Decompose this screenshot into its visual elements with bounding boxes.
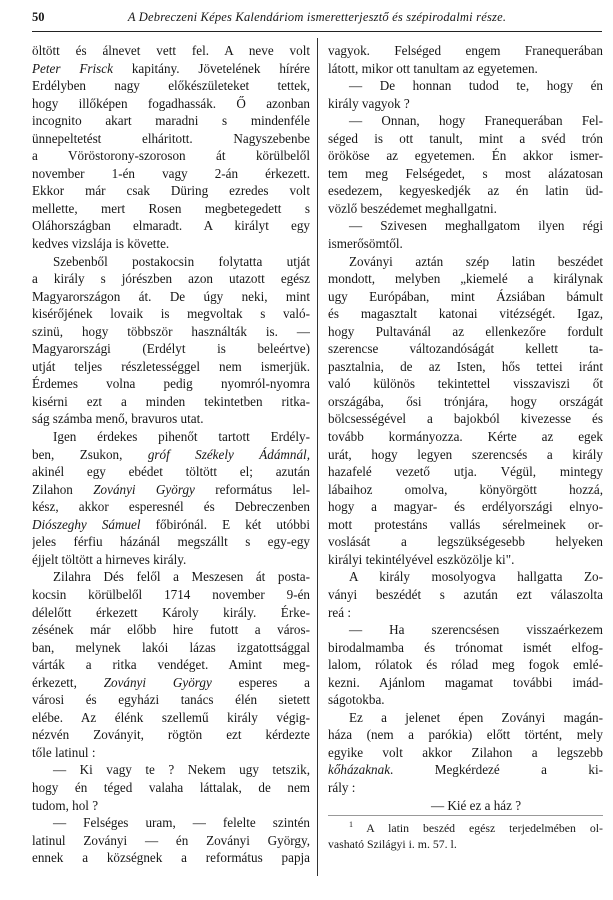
text-span: látott, mikor ott tanultam az egyetemen. — [328, 60, 538, 76]
text-span: ünnepeltetést elháritott. Nagyszebenbe — [32, 130, 310, 146]
text-span: kisérőjének lovaik is megvoltak s való- — [32, 306, 310, 322]
text-span: tudom, hol ? — [32, 797, 99, 813]
text-line — [32, 182, 310, 200]
column-divider — [317, 38, 318, 876]
text-span: Ekkor már csak Düring ezredes volt — [32, 183, 310, 199]
right-column — [328, 42, 603, 814]
text-line — [328, 305, 603, 323]
text-span: birodalmamba és trónomat ismét elfog- — [328, 639, 603, 655]
text-span: vagyok. Felséged engem Franequerában — [328, 43, 603, 58]
text-span: a Vöröstorony-szoroson át körülbelől — [32, 148, 310, 164]
text-line — [328, 568, 603, 586]
text-line — [32, 200, 310, 218]
text-line — [328, 410, 603, 428]
text-span: Érdemes volna pedig nyomról-nyomra — [32, 376, 310, 392]
text-line — [32, 498, 310, 516]
text-span: hazafelé vezető utja. Végül, mintegy — [328, 464, 603, 480]
text-line — [32, 849, 310, 867]
text-line — [328, 604, 603, 622]
text-line — [32, 726, 310, 744]
text-line — [32, 551, 310, 569]
italic-span: Zoványi György — [103, 674, 212, 690]
text-span: mellette, mert Rosen megbetegedett s — [32, 200, 310, 216]
text-span: hogy Pultavánál az ellenkezőre fordult — [328, 323, 603, 339]
italic-span: Zoványi György — [93, 481, 195, 497]
text-span: király vagyok ? — [328, 95, 410, 111]
text-line — [32, 288, 310, 306]
text-line — [328, 463, 603, 481]
text-span: és magasztalt katonai vitézségét. Igaz, — [328, 306, 603, 322]
text-span: — Szivesen meghallgatom ilyen régi — [349, 218, 603, 234]
text-span: szerencse változandóságát kellett ta- — [328, 341, 603, 357]
italic-span: Diószeghy Sámuel — [32, 516, 141, 532]
text-line — [32, 691, 310, 709]
text-line — [32, 586, 310, 604]
text-span: éjjelt töltött a hirneves király. — [32, 551, 187, 567]
text-span: Zoványi aztán szép latin beszédet — [349, 253, 603, 269]
text-span: incognito akart maradni s mindenféle — [32, 113, 310, 129]
text-span: egyike volt akkor Zilahon a legszebb — [328, 744, 603, 760]
text-span: urát, hogy legyen szerencsés a király — [328, 446, 603, 462]
text-span: pasztalnia, de az Isten, hős tettei iránt — [328, 358, 603, 374]
text-line — [328, 533, 603, 551]
text-span: akinél egy ebédet töltött el; azután — [32, 464, 310, 480]
text-span: ugy Európában, mint Ázsiában bámult — [328, 288, 603, 304]
text-span: ványi beszédét s azután ezt válaszolta — [328, 586, 603, 602]
page-header — [32, 9, 602, 29]
text-line — [32, 77, 310, 95]
text-span: a király s jórészben azon utazott egész — [32, 271, 310, 287]
text-span: lábaihoz omolva, könyörgött hozzá, — [328, 481, 603, 497]
text-line — [328, 112, 603, 130]
text-line — [32, 42, 310, 60]
text-line — [328, 446, 603, 464]
text-line — [328, 709, 603, 727]
footnote-rule — [328, 815, 603, 816]
text-span: — Ki vagy te ? Nekem ugy tetszik, — [53, 762, 310, 778]
left-column — [32, 42, 310, 867]
text-span: voslását a legszükségesebb helyeken — [328, 534, 603, 550]
text-line — [32, 410, 310, 428]
text-span: kész, akkor esperesnél és Debreczenben — [32, 499, 310, 515]
text-line — [32, 656, 310, 674]
text-span: ismerősömtől. — [328, 236, 403, 252]
text-line — [32, 270, 310, 288]
text-span: — Ha szerencsésen visszaérkezem — [349, 622, 603, 638]
text-line — [32, 639, 310, 657]
text-span: A király mosolyogva hallgatta Zo- — [349, 569, 603, 585]
text-span: Magyarországon át. De úgy neki, mint — [32, 288, 310, 304]
text-line — [328, 42, 603, 60]
text-line — [32, 621, 310, 639]
text-span: Erdélyben nagy előkészületeket tettek, — [32, 78, 310, 94]
text-line — [32, 147, 310, 165]
text-line — [328, 288, 603, 306]
text-line — [328, 726, 603, 744]
text-span: reá : — [328, 604, 351, 620]
text-line — [328, 130, 603, 148]
text-span: zésének már előbb hire futott a város- — [32, 622, 310, 638]
italic-span: kőházaknak — [328, 762, 391, 778]
text-span: esedezem, kegyeskedjék az én latin üd- — [328, 183, 603, 199]
text-line — [32, 305, 310, 323]
text-span: Ez a jelenet épen Zoványi magán- — [349, 709, 603, 725]
text-span: hogy én téged valaha láttalak, de nem — [32, 779, 310, 795]
text-span: vözlő beszédemet meghallgatni. — [328, 200, 497, 216]
text-span: tem meg Felségedet, s most alázatosan — [328, 165, 603, 181]
text-span: ben, Zsukon, — [32, 446, 148, 462]
text-line — [328, 393, 603, 411]
text-line — [32, 165, 310, 183]
text-span: tovább kormányozza. Kérte az egek — [328, 429, 603, 445]
italic-span: gróf Székely Ádámnál, — [147, 446, 310, 462]
text-line — [328, 165, 603, 183]
text-span: rály : — [328, 779, 356, 795]
text-line — [328, 498, 603, 516]
text-line — [32, 674, 310, 692]
text-line — [32, 814, 310, 832]
text-span: országába, ősi trónjára, hogy országát — [328, 393, 603, 409]
text-line — [32, 446, 310, 464]
text-span: — De honnan tudod te, hogy én — [349, 78, 603, 94]
footnote — [328, 820, 603, 852]
text-span: ban, melynek lakói lázas izgatottsággal — [32, 639, 310, 655]
text-line — [32, 481, 310, 499]
page-number: 50 — [32, 10, 45, 24]
text-line — [32, 797, 310, 815]
text-span: utját teljes részletességgel nem ismerjük. — [32, 358, 310, 374]
text-span: kezni. Ajánlom magamat további imád- — [328, 674, 603, 690]
text-span: hogy illőképen fogadhassák. Ő azonban — [32, 95, 310, 111]
text-span: kisérni ezt a minden tekintetben ritka- — [32, 393, 310, 409]
text-line — [328, 639, 603, 657]
text-span: bölcsességével a bajokból kivezesse és — [328, 411, 603, 427]
text-span: főbirónál. E két utóbbi — [140, 516, 310, 532]
text-line — [328, 551, 603, 569]
text-span: jeles férfiu házánál megszállt s egy-egy — [32, 534, 310, 550]
text-line — [328, 674, 603, 692]
text-span: mondott, melyben „kiemelé a királynak — [328, 271, 603, 287]
text-line — [328, 656, 603, 674]
text-span: . Megkérdezé a ki- — [390, 762, 603, 778]
text-span: Zilahon — [32, 481, 94, 497]
text-span: séged is ott tanult, mint a svéd trón — [328, 130, 603, 146]
text-span: ság számba menő, bravuros utat. — [32, 411, 204, 427]
text-span: való különös tekintettel visszaviszi őt — [328, 376, 603, 392]
text-line — [328, 761, 603, 779]
text-line — [328, 586, 603, 604]
text-line — [32, 235, 310, 253]
text-line — [32, 253, 310, 271]
text-line — [32, 568, 310, 586]
text-span: Igen érdekes pihenőt tartott Erdély- — [53, 429, 310, 445]
text-line — [328, 481, 603, 499]
text-line — [32, 463, 310, 481]
text-line — [32, 60, 310, 78]
text-line — [32, 358, 310, 376]
text-span: elébe. Az élénk szellemű király végig- — [32, 709, 310, 725]
text-line — [328, 797, 603, 815]
text-line — [32, 604, 310, 622]
text-span: városi és egyházi tanács élén sietett — [32, 692, 310, 708]
text-line — [32, 217, 310, 235]
text-line — [32, 533, 310, 551]
text-span: latinul Zoványi — én Zoványi György, — [32, 832, 310, 848]
text-line — [32, 323, 310, 341]
text-line — [32, 428, 310, 446]
text-line — [328, 516, 603, 534]
text-line — [328, 217, 603, 235]
text-span: kedves vizslája is követte. — [32, 236, 170, 252]
text-line — [328, 744, 603, 762]
text-span: Magyarországi (Erdélyt is beleértve) — [32, 341, 310, 357]
text-line — [32, 779, 310, 797]
text-span: mott protestáns vallás sérelmeinek or- — [328, 516, 603, 532]
text-line — [32, 112, 310, 130]
text-line — [328, 95, 603, 113]
text-span: kapitány. Jövetelének hírére — [112, 60, 310, 76]
text-line — [32, 709, 310, 727]
text-line — [32, 95, 310, 113]
text-span: Szebenből postakocsin folytatta utját — [53, 253, 310, 269]
text-span: délelőtt érkezett Károly király. Érke- — [32, 604, 310, 620]
text-span: öltött és álnevet vett fel. A neve volt — [32, 43, 310, 58]
text-span: ságotokba. — [328, 692, 385, 708]
text-line — [328, 200, 603, 218]
text-span: várták a ritka vendéget. Amint meg- — [32, 657, 310, 673]
text-span: nézvén Zoványit, rögtön ezt kérdezte — [32, 727, 310, 743]
text-span: Zilahra Dés felől a Meszesen át posta- — [53, 569, 310, 585]
text-span: esperes a — [211, 674, 310, 690]
header-rule — [32, 31, 602, 32]
text-line — [328, 182, 603, 200]
text-span: — Felséges uram, — felelte szintén — [53, 815, 310, 831]
text-span: református lel- — [194, 481, 310, 497]
text-span: ennek a községnek a református papja — [32, 850, 310, 866]
text-line — [328, 428, 603, 446]
text-line — [328, 77, 603, 95]
text-line — [32, 393, 310, 411]
running-title: A Debreczeni Képes Kalendáriom ismeretterjesztő és szépirodalmi része. — [127, 10, 507, 24]
text-span: — Kié ez a ház ? — [430, 797, 522, 813]
text-line — [32, 516, 310, 534]
text-line — [32, 744, 310, 762]
text-line — [32, 832, 310, 850]
italic-span: Peter Frisck — [32, 60, 113, 76]
text-span: örököse az egyetemen. Én akkor ismer- — [328, 148, 603, 164]
text-line — [32, 761, 310, 779]
text-line — [328, 691, 603, 709]
text-line — [328, 323, 603, 341]
text-line — [328, 340, 603, 358]
footnote-line — [328, 836, 603, 852]
text-span: érkezett, — [32, 674, 104, 690]
text-line — [328, 621, 603, 639]
text-span: hogy a magyar- és erdélyországi elnyo- — [328, 499, 603, 515]
footnote-text: vasható Szilágyi i. m. 57. l. — [328, 837, 457, 851]
text-line — [32, 340, 310, 358]
text-line — [328, 147, 603, 165]
footnote-line — [328, 820, 603, 836]
text-line — [328, 358, 603, 376]
text-line — [328, 779, 603, 797]
text-span: tőle latinul : — [32, 744, 96, 760]
footnote-marker: 1 — [349, 820, 353, 830]
text-line — [328, 253, 603, 271]
text-line — [32, 130, 310, 148]
text-span: szinü, hogy többször használták is. — — [32, 323, 310, 339]
text-line — [328, 270, 603, 288]
text-line — [328, 235, 603, 253]
text-span: lalom, rólatok és rólad meg fogok emlé- — [328, 657, 603, 673]
text-span: Oláhországban elmaradt. A királyt egy — [32, 218, 310, 234]
text-line — [32, 375, 310, 393]
footnote-text: A latin beszéd egész terjedelmében ol- — [366, 821, 603, 835]
text-span: — Onnan, hogy Franequerában Fel- — [349, 113, 603, 129]
text-span: november 1-én vagy 2-án érkezett. — [32, 165, 310, 181]
text-line — [328, 60, 603, 78]
text-span: kocsin körülbelől 1714 november 9-én — [32, 586, 310, 602]
text-line — [328, 375, 603, 393]
text-span: háza (nem a parókia) előtt történt, mely — [328, 727, 603, 743]
text-span: királyi tekintélyével eszközölje ki". — [328, 551, 515, 567]
